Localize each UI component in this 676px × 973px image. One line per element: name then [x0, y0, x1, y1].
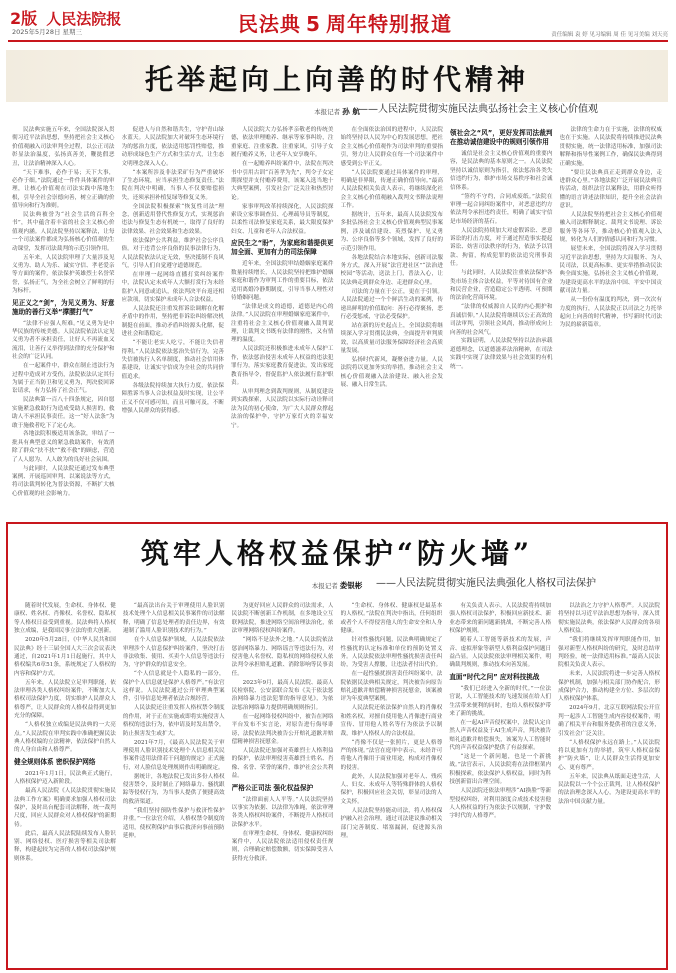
- text-column: [340, 602, 442, 964]
- paragraph: 随着时代发展，生命权、身体权、健康权、姓名权、肖像权、名誉权、隐私权等人格权日益受到重视。民法典将人格权独立成编，是我国民事立法的重大创新。: [14, 603, 116, 635]
- section-heading: 严格公正司法 强化权益保护: [231, 783, 314, 792]
- editor-credits: 责任编辑 袁 婷 见习编辑 周 佳 见习美编 刘天亮: [551, 32, 668, 38]
- text-column: [449, 602, 551, 964]
- paragraph: 此外，人民法院加强对老年人、残疾人、妇女、未成年人等特殊群体的人格权保护，积极回应社会关切，彰显司法的人文关怀。: [340, 773, 443, 805]
- paper-logo: 人民法院报: [46, 10, 122, 28]
- text-column: [560, 126, 663, 516]
- paragraph: “本案所涉及非法采矿行为严重破坏了生态环境，应当承担生态修复责任。”法院在判决中明确，当事人不仅要赔偿损失，还须承担补植复绿等修复义务。: [121, 169, 224, 201]
- text-column: [450, 126, 553, 516]
- paragraph: 全国法院积极探索“恢复性司法”理念，创新适用替代性修复方式，实现惩治违法与修复生态有机统一，取得了良好的法律效果、社会效果和生态效果。: [121, 203, 224, 235]
- paragraph: 民法典实施五年来，全国法院深入贯彻习近平法治思想，坚持把社会主义核心价值观融入司法审判全过程，以公正司法彰显法治温度，弘扬真善美，鞭挞假恶丑，让法治精神深入人心。: [12, 127, 115, 167]
- paragraph: 司法的力量在于公正，更在于引领。人民法院通过一个个鲜活生动的案例，传递出鲜明的价值取向：善行必得褒扬，恶行必受惩戒，守法必受保护。: [340, 288, 443, 320]
- edition-number: 2版: [10, 9, 38, 28]
- text-column: [14, 602, 116, 964]
- paragraph: 从一份份有温度的判决，到一次次有力度的执行，人民法院正以司法之力托举起向上向善的时代精神，书写新时代司法为民的崭新篇章。: [559, 297, 662, 329]
- text-column: [122, 126, 225, 516]
- paragraph: “签约不守约，合同成废纸。”法院在审理一起合同纠纷案件中，对恶意违约方依法判令承担违约责任，明确了诚实守信是市场经济的基石。: [450, 193, 553, 225]
- paragraph: 站在新的历史起点上，全国法院将继续深入学习贯彻民法典，全面提升审判质效，以高质量司法服务保障经济社会高质量发展。: [340, 322, 443, 355]
- paragraph: 弘扬时代新风，凝聚奋进力量。人民法院将以更加务实的举措，推动社会主义核心价值观融入法治建设、融入社会发展、融入日常生活。: [340, 356, 443, 389]
- section-heading: 健全规则体系 密织保护网络: [14, 757, 96, 766]
- special-suffix: 周年特别报道: [326, 12, 453, 36]
- byline-prefix: 本报记者: [314, 108, 341, 116]
- section-heading: 应民生之“盼”，为家庭和谐提供更加全面、更加有力的司法保障: [231, 239, 334, 257]
- byline-prefix: 本报记者: [311, 582, 338, 590]
- article-subtitle: ——人民法院贯彻实施民法典强化人格权司法保护: [376, 578, 596, 589]
- article-body: [14, 602, 660, 964]
- paragraph: “我们坚持预防性保护与救济性保护并重。”一位法官介绍，人格权禁令制度的适用，使权利保护由事后救济向事前预防延伸。: [122, 807, 225, 839]
- paragraph: 展望未来，全国法院将深入学习贯彻习近平法治思想，坚持为大局服务、为人民司法，以更高标准、更实举措推动民法典全面实施，弘扬社会主义核心价值观，为建设更高水平的法治中国、平安中国贡献司法力量。: [559, 246, 662, 295]
- paragraph: 近年来，全国法院审结婚姻家庭案件数量持续增长，人民法院坚持把维护婚姻家庭和谐作为审判工作的重要目标，依法适用离婚冷静期制度，引导当事人理性对待婚姻问题。: [231, 261, 334, 301]
- article-personality-rights: [6, 522, 668, 970]
- article-title: 筑牢人格权益保护“防火墙”: [140, 537, 534, 570]
- paragraph: 在全面依法治国的进程中，人民法院始终坚持以人民为中心的发展思想，把社会主义核心价值观作为司法审判的重要指引，努力让人民群众在每一个司法案件中感受到公平正义。: [340, 127, 443, 167]
- text-column: [123, 602, 225, 964]
- paragraph: “人格权保护永远在路上。”人民法院将以更加有力的举措，筑牢人格权益保护“防火墙”，让人民群众生活得更加安心、更有尊严。: [558, 739, 660, 771]
- paragraph: 最高人民法院《人民法院贯彻实施民法典工作方案》明确要求加强人格权司法保护，及时出台配套司法解释，统一裁判尺度，回应人民群众对人格权保护的新期待。: [14, 788, 116, 828]
- page-header: [0, 0, 676, 42]
- paragraph: “我们将继续发挥审判职能作用，加强对新型人格权纠纷的研究，及时总结审判经验，统一法律适用标准。”最高人民法院相关负责人表示。: [558, 637, 660, 669]
- paragraph: 人民法院持续加大对虚假诉讼、恶意诉讼的打击力度，对于通过捏造事实提起诉讼、妨害司法秩序的行为，依法予以罚款、拘留，构成犯罪的依法追究刑事责任。: [450, 227, 553, 268]
- special-report-title: [200, 8, 490, 36]
- paragraph: 针对性骚扰问题，民法典明确规定了性骚扰的认定标准和单位的预防处置义务。人民法院依法审理性骚扰损害责任纠纷，为受害人撑腰，让违法者付出代价。: [340, 637, 443, 669]
- paragraph: 民法典第一百八十四条规定，因自愿实施紧急救助行为造成受助人损害的，救助人不承担民事责任。这一“好人法条”为敢于施救者吃下了定心丸。: [12, 397, 115, 429]
- paragraph: 此后，最高人民法院陆续发布人脸识别、网络侵权、医疗损害等相关司法解释，构建起较为完善的人格权司法保护规则体系。: [14, 830, 116, 862]
- paragraph: 五年来，民法典从纸面走进生活，人民法院以一个个公正裁判，让人格权保护的法治理念深入人心，为建设更高水平的法治中国贡献力量。: [558, 773, 660, 805]
- paragraph: 各地法院结合本地实际，创新司法服务方式，深入开展“法官进社区”“法治进校园”等活动，送法上门，普法入心，让民法典走到群众身边、走进群众心里。: [340, 254, 443, 286]
- issue-date: 2025年5月28日 星期三: [12, 28, 83, 36]
- paragraph: 与此同时，人民法院还通过发布典型案例、开展巡回审判、以案说法等方式，将司法裁判转化为普法资源，不断扩大核心价值观的社会影响力。: [12, 465, 115, 497]
- article-title: 托举起向上向善的时代精神: [144, 63, 529, 96]
- text-column: [232, 602, 334, 964]
- paragraph: 各级法院持续加大执行力度，依法保障胜诉当事人合法权益及时实现，让公平正义不仅可感可知，而且可触可及，不断增强人民群众的获得感。: [121, 382, 224, 414]
- paragraph: 在一起案件中，群众在制止违法行为过程中造成对方受伤，法院依法认定其行为属于正当防卫和见义勇为，判决驳回诉讼请求，有力弘扬了社会正气。: [12, 363, 115, 395]
- paragraph: “法律不应强人所难。”见义勇为是中华民族的传统美德。人民法院依法认定见义勇为者不承担责任，让好人不再流血又流泪，让善行义举得到法律的充分保护和社会的广泛认同。: [12, 320, 115, 361]
- paragraph: 在审理一起网络直播打赏纠纷案件中，法院认定未成年人大额打赏行为未经监护人同意或追认，依法判决平台返还相应款项，切实保护未成年人合法权益。: [121, 271, 224, 304]
- special-number: 5: [306, 12, 321, 36]
- paragraph: 人民法院还依法保护自然人的肖像权和姓名权，对擅自使用他人肖像进行商业宣传、冒用他人姓名等行为依法予以制裁，维护人格权人的合法权益。: [340, 705, 443, 737]
- paragraph: “肖像不仅是一张照片，更是人格尊严的体现。”法官在庭审中表示，未经许可将他人肖像用于商业用途，构成对肖像权的侵害。: [340, 739, 443, 771]
- masthead: [10, 6, 121, 29]
- paragraph: 人民法院还注重发挥诉讼调解在化解矛盾中的作用，坚持把非诉讼纠纷解决机制挺在前面，推动矛盾纠纷源头化解，促进社会和谐稳定。: [121, 306, 224, 338]
- paragraph: 从审判理念到裁判规则，从制度建设到实践探索，人民法院以实际行动诠释司法为民的初心使命，为广大人民群众撑起法治的保护伞，守护万家灯火的幸福安宁。: [231, 388, 334, 429]
- paragraph: 依法保护公共利益，维护社会公序良俗。对于违背公序良俗的民事法律行为，人民法院依法认定无效，坚决抵制不良风气，引导人们自觉遵守道德规范。: [121, 237, 224, 269]
- paragraph: 诚信是社会主义核心价值观的重要内容，是民法典的基本原则之一。人民法院坚持以诚信原则为指引，依法惩治各类失信违约行为，维护市场交易秩序和社会诚信体系。: [450, 151, 553, 191]
- paragraph: “生命权、身体权、健康权是最基本的人格权。”法院在判决中指出，任何组织或者个人不得侵害他人的生命安全和人身健康。: [340, 603, 443, 635]
- paragraph: 五年来，人民法院立足审判职能，依法审理各类人格权纠纷案件，不断加大人格权司法保护力度，切实维护人民群众人格尊严，让人民群众的人格权益得到更加充分的保障。: [14, 679, 116, 720]
- paragraph: 五年来，人民法院审理了大量涉及见义勇为、助人为乐、诚实守信、孝老爱亲等方面的案件，依法保护英雄烈士名誉荣誉，弘扬正气，为全社会树立了鲜明的行为标杆。: [12, 254, 115, 295]
- paragraph: 在一起赡养纠纷案件中，法院在判决书中引用古训“百善孝为先”，判令子女定期探望并支付赡养费用，该案入选当地十大典型案例，引发社会广泛关注和热烈讨论。: [231, 161, 334, 201]
- paragraph: “法律的权威源自人民的内心拥护和真诚信仰。”人民法院将继续以公正高效的司法审判，引领社会风尚，推动形成向上向善的社会风气。: [450, 304, 553, 336]
- paragraph: “人民法院要通过具体案件的审理，明确是非界限，传递正确价值导向。”最高人民法院相关负责人表示，将继续深化社会主义核心价值观融入裁判文书释法说理工作。: [340, 169, 443, 210]
- paragraph: 民法典被誉为“社会生活的百科全书”，其中蕴含着丰富的社会主义核心价值观内涵。人民法院坚持以案释法，让每一个司法案件都成为弘扬核心价值观的生动课堂，发挥司法裁判的示范引领作用。: [12, 212, 115, 252]
- paragraph: 2023年9月，最高人民法院、最高人民检察院、公安部联合发布《关于依法惩治网络暴力违法犯罪的指导意见》，为依法惩治网络暴力提供明确规则指引。: [231, 679, 334, 711]
- paragraph: 2021年7月，《最高人民法院关于审理使用人脸识别技术处理个人信息相关民事案件适用法律若干问题的规定》正式施行，对人脸信息处理规则作出明确规定。: [122, 739, 225, 771]
- article-subtitle: ——人民法院贯彻实施民法典弘扬社会主义核心价值观: [358, 104, 598, 115]
- section-heading: 直面“时代之问” 应对科技挑战: [449, 672, 540, 681]
- text-column: [558, 602, 660, 964]
- paragraph: 在一起网络侵权纠纷中，被告在网络平台发布不实言论，对原告进行侮辱诽谤，法院依法判决被告公开赔礼道歉并赔偿精神损害抚慰金。: [231, 713, 334, 745]
- paragraph: 与此同时，人民法院注重依法保护各类市场主体合法权益，平等对待国有企业和民营企业，营造稳定公平透明、可预期的法治化营商环境。: [450, 270, 553, 302]
- text-column: [341, 126, 444, 516]
- paragraph: “个人信息就是个人隐私的一部分，保护个人信息就是保护人格尊严。”有法官这样说。人民法院通过公开审理典型案件，引导信息处理者依法合规经营。: [122, 671, 225, 703]
- paragraph: 家事审判改革持续深化，人民法院探索设立家事调查员、心理疏导员等制度，以柔性司法修复家庭关系，最大限度保护妇女、儿童和老年人合法权益。: [231, 203, 334, 235]
- paragraph: “网络不是法外之地。”人民法院依法惩治网络暴力、网络谣言等违法行为，对侵害他人名誉权、隐私权的网络侵权人依法判令承担赔礼道歉、消除影响等民事责任。: [231, 637, 334, 677]
- paragraph: 为更好回应人民群众的司法需求，人民法院不断创新工作机制，在多地设立互联网法院，推进网络空间治理法治化，依法审理网络侵权纠纷案件。: [231, 603, 334, 635]
- paragraph: “这是一个新问题，也是一个新挑战。”法官表示，人民法院将在法律框架内积极探索，依法保护人格权益，同时为科技创新留出合理空间。: [449, 754, 552, 786]
- text-column: [231, 126, 334, 516]
- byline-author: 孙 航: [342, 107, 360, 116]
- section-heading: 见正义之“剑”，为见义勇为、好意施助的善行义举“撑腰打气”: [12, 298, 115, 316]
- paragraph: 人民法院还注重发挥人格权禁令制度的作用，对于正在实施或即将实施侵害人格权的违法行为，依申请及时发出禁令，防止损害发生或扩大。: [122, 705, 225, 737]
- paragraph: 各地法院积极适用该条款，审结了一批具有典型意义的紧急救助案件，有效消除了群众“扶不扶”“救不救”的顾虑，营造了人人愿为、人人敢为的良好社会氛围。: [12, 431, 115, 463]
- paragraph: 未来，人民法院将进一步完善人格权保护机制，加强与相关部门协作配合，形成保护合力，推动构建全方位、多层次的人格权保护体系。: [558, 671, 660, 703]
- paragraph: 2021年1月1日，民法典正式施行，人格权保护迈入新阶段。: [14, 770, 116, 786]
- text-column: [12, 126, 115, 516]
- paragraph: 在审理生命权、身体权、健康权纠纷案件中，人民法院依法适用侵权责任规则，合理确定赔偿数额，切实保障受害人获得充分救济。: [231, 830, 334, 862]
- paragraph: 人民法院坚持能动司法，将人格权保护融入社会治理，通过司法建议推动相关部门完善制度、堵塞漏洞，促进源头治理。: [340, 807, 443, 839]
- paragraph: 在个人信息保护领域，人民法院依法审理涉个人信息保护纠纷案件，坚决打击非法收集、使用、买卖个人信息等违法行为，守护群众的信息安全。: [122, 637, 225, 669]
- paragraph: “不能让老实人吃亏，不能让失信者得利。”人民法院依法惩治失信行为，完善失信被执行人名单制度，推动社会信用体系建设，让诚实守信成为全社会的共同价值追求。: [121, 340, 224, 380]
- paragraph: 人民法院还积极推进未成年人保护工作，依法惩治侵害未成年人权益的违法犯罪行为，落实家庭教育促进法，发出家庭教育指导令，督促监护人依法履行监护职责。: [231, 346, 334, 386]
- paragraph: 人民法院还依法审理涉“AI换脸”等新型侵权纠纷，对利用深度合成技术侵害他人人格权益的行为依法予以规制，守护数字时代的人格尊严。: [449, 788, 552, 820]
- paragraph: “最高法出台关于审理使用人脸识别技术处理个人信息相关民事案件的司法解释，明确了信息处理者的责任边界，有效遏制了滥用人脸识别技术的行为。”: [122, 603, 225, 635]
- paragraph: 人民法院坚持把社会主义核心价值观融入司法解释制定、裁判文书说理、诉讼服务等各环节，推动核心价值观入法入规，转化为人们的情感认同和行为习惯。: [559, 212, 662, 244]
- paragraph: 人民法院大力弘扬孝亲敬老的传统美德，依法审理赡养、继承等家事纠纷，注重家庭、注重家教、注重家风，引导子女履行赡养义务，让老年人安享晚年。: [231, 127, 334, 159]
- paragraph: “要让民法典真正走到群众身边，走进群众心里。”各地法院广泛开展民法典宣传活动，组织法官以案释法，用群众听得懂的语言讲述法律知识，提升全社会法治意识。: [559, 169, 662, 210]
- paragraph: “天下难事，必作于易；天下大事，必作于细。”法院通过一件件具体案件的审理，让核心价值观在司法实践中落地生根，引导全社会崇德向善，树立正确的价值导向和行为准则。: [12, 169, 115, 210]
- paragraph: 2020年5月28日，《中华人民共和国民法典》经十三届全国人大三次会议表决通过，自2021年1月1日起施行，其中人格权编共6章51条，系统规定了人格权的内容和保护方式。: [14, 637, 116, 677]
- special-prefix: 民法典: [237, 12, 301, 36]
- paragraph: 随着人工智能等新技术的发展，声音、虚拟形象等新型人格利益保护问题日益凸显。人民法院依法审理相关案件，明确裁判规则，推动技术向善发展。: [449, 637, 552, 669]
- article-body: [12, 126, 662, 516]
- paragraph: “人格权独立成编是民法典的一大亮点。”人民法院在审判实践中准确把握民法典人格权编的立法精神，依法保护自然人的人身自由和人格尊严。: [14, 722, 116, 754]
- byline-author: 娄银彬: [339, 581, 363, 590]
- paragraph: 以法治之力守护人格尊严。人民法院将坚持以习近平法治思想为指导，深入贯彻实施民法典，依法保护人民群众的各项人格权益。: [558, 603, 660, 635]
- header-divider: [8, 40, 668, 42]
- paragraph: 有关负责人表示，人民法院将持续加强人格权司法保护，积极回应新技术、新业态带来的新问题新挑战，不断完善人格权保护规则。: [449, 603, 552, 635]
- paragraph: “法律面前人人平等。”人民法院坚持以事实为依据、以法律为准绳，依法审理各类人格权纠纷案件，不断提升人格权司法保护水平。: [231, 796, 334, 828]
- paragraph: 据统计，各地法院已发出多份人格权侵害禁令，及时制止了网络暴力、骚扰跟踪等侵权行为，为当事人提供了便捷高效的救济渠道。: [122, 773, 225, 805]
- paragraph: “我们已经进入全新的时代。”一位法官说，人工智能技术的飞速发展在给人们生活带来便利的同时，也给人格权保护带来了新的挑战。: [449, 685, 552, 717]
- paragraph: 促进人与自然和谐共生，守护青山绿水蓝天。人民法院加大对破坏生态环境行为的惩治力度，依法适用惩罚性赔偿，推动形成绿色生产方式和生活方式，让生态文明理念深入人心。: [121, 127, 224, 167]
- article-core-values: [6, 50, 668, 520]
- paragraph: 2024年9月，北京互联网法院公开宣判一起涉人工智能生成内容侵权案件，明确了相关平台和服务提供者的注意义务，引发社会广泛关注。: [558, 705, 660, 737]
- paragraph: 在一起AI声音侵权案中，法院认定自然人声音权益及于AI生成声音，判决被告赔礼道歉并赔偿损失，该案为人工智能时代的声音权益保护提供了有益探索。: [449, 719, 552, 752]
- paragraph: 据统计，五年来，最高人民法院发布多批弘扬社会主义核心价值观典型民事案例，涉及诚信建设、英烈保护、见义勇为、公序良俗等多个领域，发挥了良好的示范引领作用。: [340, 212, 443, 252]
- paragraph: 实践证明，人民法院坚持以法治承载道德理念，以道德滋养法治精神，在司法实践中实现了法律效果与社会效果的有机统一。: [450, 338, 553, 370]
- paragraph: 在一起性骚扰损害责任纠纷案中，法院依据民法典相关规定，判决被告向原告赔礼道歉并赔偿精神损害抚慰金，该案被评为年度典型案例。: [340, 671, 443, 703]
- paragraph: “法律是成文的道德，道德是内心的法律。”人民法院在审理婚姻家庭案件中，注重将社会主义核心价值观融入裁判说理，让裁判文书既有法律的刚性，又有情理的温度。: [231, 303, 334, 344]
- paragraph: 人民法院还加强对英雄烈士人格利益的保护，依法审理侵害英雄烈士姓名、肖像、名誉、荣誉的案件，维护社会公共利益。: [231, 747, 334, 780]
- paragraph: 法律的生命力在于实施，法律的权威也在于实施。人民法院将持续推进民法典贯彻实施，统一法律适用标准，加强司法解释和指导性案例工作，确保民法典得到正确实施。: [559, 127, 662, 167]
- section-heading: 领社会之“风”，更好发挥司法裁判在推动诚信建设中的规则引领作用: [450, 129, 553, 146]
